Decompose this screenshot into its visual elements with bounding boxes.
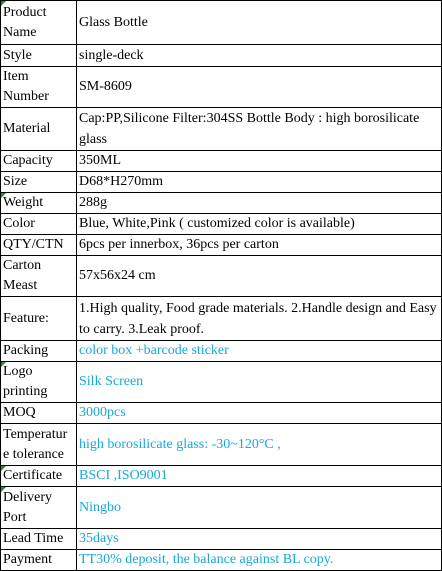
- row-label: Carton Meast: [1, 256, 77, 297]
- row-value: Blue, White,Pink ( customized color is available): [77, 214, 442, 235]
- table-row: [1, 193, 442, 214]
- row-value: 35days: [77, 529, 442, 550]
- table-row: [1, 256, 442, 297]
- table-row: [1, 297, 442, 341]
- row-label: Certificate: [1, 466, 77, 487]
- table-row: [1, 108, 442, 151]
- row-value: Cap:PP,Silicone Filter:304SS Bottle Body : high borosilicate glass: [77, 108, 442, 151]
- row-value: 1.High quality, Food grade materials. 2.Handle design and Easy to carry. 3.Leak proof.: [77, 297, 442, 341]
- row-value: Silk Screen: [77, 362, 442, 403]
- row-value: 6pcs per innerbox, 36pcs per carton: [77, 235, 442, 256]
- row-label: Logo printing: [1, 362, 77, 403]
- row-label: Capacity: [1, 151, 77, 172]
- row-value: 3000pcs: [77, 403, 442, 424]
- table-row: [1, 67, 442, 108]
- row-label: Packing: [1, 341, 77, 362]
- row-label: Temperatur e tolerance: [1, 424, 77, 466]
- row-value: color box +barcode sticker: [77, 341, 442, 362]
- table-row: [1, 172, 442, 193]
- table-row: [1, 403, 442, 424]
- row-label: Color: [1, 214, 77, 235]
- row-label: Item Number: [1, 67, 77, 108]
- row-value: high borosilicate glass: -30~120°C ,: [77, 424, 442, 466]
- row-value: 350ML: [77, 151, 442, 172]
- table-row: [1, 235, 442, 256]
- row-label: Payment: [1, 550, 77, 571]
- table-row: [1, 214, 442, 235]
- row-label: Style: [1, 45, 77, 67]
- table-row: [1, 362, 442, 403]
- table-row: [1, 529, 442, 550]
- table-row: [1, 45, 442, 67]
- row-label: Lead Time: [1, 529, 77, 550]
- row-label: Feature:: [1, 297, 77, 341]
- row-value: Ningbo: [77, 487, 442, 529]
- row-value: TT30% deposit, the balance against BL copy.: [77, 550, 442, 571]
- row-label: Weight: [1, 193, 77, 214]
- row-value: Glass Bottle: [77, 1, 442, 45]
- table-row: [1, 424, 442, 466]
- table-row: [1, 341, 442, 362]
- row-value: BSCI ,ISO9001: [77, 466, 442, 487]
- row-label: Product Name: [1, 1, 77, 45]
- table-row: [1, 550, 442, 571]
- table-row: [1, 466, 442, 487]
- row-label: QTY/CTN: [1, 235, 77, 256]
- row-value: single-deck: [77, 45, 442, 67]
- row-label: Size: [1, 172, 77, 193]
- row-label: Material: [1, 108, 77, 151]
- row-value: 57x56x24 cm: [77, 256, 442, 297]
- row-label: MOQ: [1, 403, 77, 424]
- row-value: D68*H270mm: [77, 172, 442, 193]
- table-row: [1, 1, 442, 45]
- row-value: 288g: [77, 193, 442, 214]
- table-row: [1, 151, 442, 172]
- row-value: SM-8609: [77, 67, 442, 108]
- table-row: [1, 487, 442, 529]
- row-label: Delivery Port: [1, 487, 77, 529]
